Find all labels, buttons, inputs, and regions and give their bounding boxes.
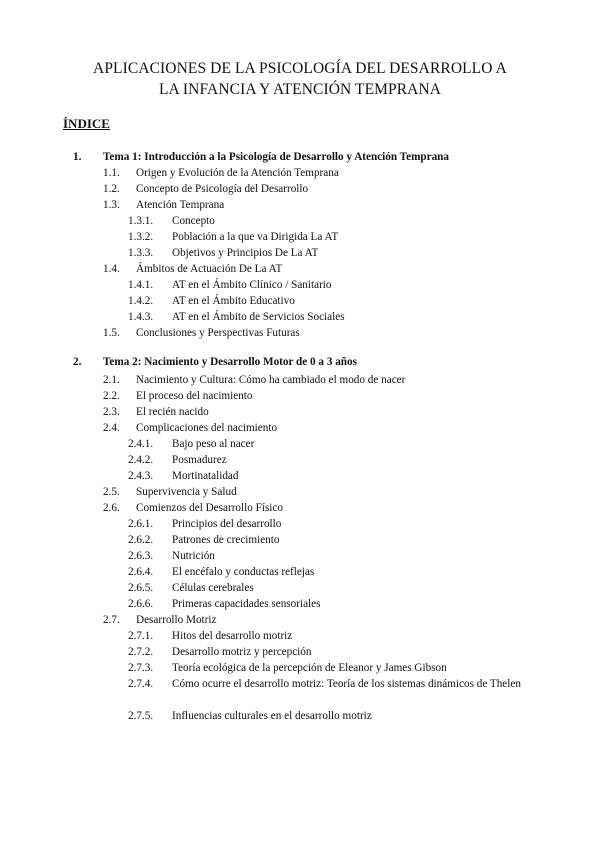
toc-entry-text: Posmadurez [172,454,227,466]
toc-entry-text: Conclusiones y Perspectivas Futuras [136,327,300,339]
document-title-line-1: APLICACIONES DE LA PSICOLOGÍA DEL DESARROLLO A [93,60,507,77]
toc-entry-text: Hitos del desarrollo motriz [172,630,293,642]
toc-entry [0,229,600,245]
toc-entry-text: Bajo peso al nacer [172,438,255,450]
toc-entry [0,354,600,370]
toc-entry [0,213,600,229]
toc-entry-text: AT en el Ámbito Clínico / Sanitario [172,279,332,291]
toc-entry-text: El recién nacido [136,406,209,418]
toc-entry-text: El encéfalo y conductas reflejas [172,566,315,578]
toc-entry [0,293,600,309]
document-title-line-2: LA INFANCIA Y ATENCIÓN TEMPRANA [158,81,442,98]
toc-entry [0,404,600,420]
toc-entry-number: 2.6. [103,502,120,514]
toc-entry-text: Concepto [172,215,215,227]
toc-entry-number: 2.5. [103,486,120,498]
toc-entry-number: 2.7.4. [128,678,154,690]
toc-entry-text: Origen y Evolución de la Atención Temprana [136,167,339,179]
toc-entry-text: Primeras capacidades sensoriales [172,598,321,610]
toc-entry-number: 1. [73,151,82,163]
toc-entry [0,388,600,404]
toc-entry [0,484,600,500]
toc-entry-number: 1.3. [103,199,120,211]
toc-entry-text: El proceso del nacimiento [136,390,253,402]
toc-entry-number: 1.5. [103,327,120,339]
document-title [60,58,540,100]
toc-entry [0,580,600,596]
toc-entry-number: 1.2. [103,183,120,195]
toc-entry-text: Tema 1: Introducción a la Psicología de Desarrollo y Atención Temprana [103,151,449,163]
toc-entry-number: 1.4. [103,263,120,275]
toc-entry [0,325,600,341]
toc-entry-text: Cómo ocurre el desarrollo motriz: Teoría de los sistemas dinámicos de Thelen [172,678,521,690]
toc-entry [0,596,600,612]
toc-entry-text: Objetivos y Principios De La AT [172,247,319,259]
toc-entry [0,660,600,676]
toc-entry-number: 1.1. [103,167,120,179]
toc-entry [0,420,600,436]
toc-entry [0,309,600,325]
toc-entry-number: 2.6.3. [128,550,154,562]
toc-entry [0,612,600,628]
toc-entry [0,436,600,452]
toc-entry-number: 2.6.6. [128,598,154,610]
toc-entry-number: 1.4.2. [128,295,154,307]
toc-entry-text: Supervivencia y Salud [136,486,237,498]
toc-entry-text: Desarrollo motriz y percepción [172,646,312,658]
toc-entry-number: 2.4.1. [128,438,154,450]
toc-entry [0,644,600,660]
toc-entry [0,452,600,468]
toc-entry [0,261,600,277]
toc-entry-number: 2.1. [103,374,120,386]
toc-entry-text: Células cerebrales [172,582,254,594]
toc-entry-text: Teoría ecológica de la percepción de Eleanor y James Gibson [172,662,447,674]
toc-entry [0,149,600,165]
toc-entry [0,676,600,708]
toc-entry-number: 2.3. [103,406,120,418]
toc-entry-number: 1.4.1. [128,279,154,291]
toc-entry [0,628,600,644]
toc-entry-number: 2.7. [103,614,120,626]
toc-entry-text: Atención Temprana [136,199,225,211]
toc-entry-text: Patrones de crecimiento [172,534,280,546]
toc-entry-text: Población a la que va Dirigida La AT [172,231,339,243]
toc-entry-text: Ámbitos de Actuación De La AT [136,263,283,275]
toc-entry-text: Principios del desarrollo [172,518,282,530]
toc-entry-text: Influencias culturales en el desarrollo motriz [172,710,372,722]
toc-entry [0,516,600,532]
toc-entry-text: AT en el Ámbito de Servicios Sociales [172,311,345,323]
toc-entry-number: 2.6.4. [128,566,154,578]
toc-entry-number: 1.3.3. [128,247,154,259]
toc-entry [0,165,600,181]
toc-entry-number: 2.6.5. [128,582,154,594]
toc-entry-text: Complicaciones del nacimiento [136,422,278,434]
toc-entry [0,197,600,213]
toc-entry-number: 1.3.2. [128,231,154,243]
toc-entry-text: Tema 2: Nacimiento y Desarrollo Motor de 0 a 3 años [103,356,357,368]
toc-entry-number: 2. [73,356,82,368]
toc-entry-number: 2.4.3. [128,470,154,482]
toc-entry-text: Concepto de Psicología del Desarrollo [136,183,309,195]
toc-entry-number: 2.2. [103,390,120,402]
toc-entry [0,548,600,564]
toc-entry-text: AT en el Ámbito Educativo [172,295,295,307]
toc-entry [0,372,600,388]
toc-entry [0,245,600,261]
toc-entry-number: 2.7.2. [128,646,154,658]
toc-entry-number: 2.4.2. [128,454,154,466]
toc-entry-text: Comienzos del Desarrollo Físico [136,502,283,514]
toc-entry-number: 2.6.1. [128,518,154,530]
toc-entry-number: 2.7.3. [128,662,154,674]
toc-entry-number: 2.4. [103,422,120,434]
toc-entry-number: 2.6.2. [128,534,154,546]
toc-entry [0,181,600,197]
toc-entry-text: Nutrición [172,550,215,562]
index-heading: ÍNDICE [63,116,110,131]
toc-entry [0,500,600,516]
toc-entry [0,277,600,293]
toc-entry-text: Mortinatalidad [172,470,239,482]
toc-entry-number: 2.7.5. [128,710,154,722]
toc-entry [0,468,600,484]
toc-entry-number: 2.7.1. [128,630,154,642]
toc-entry-text: Nacimiento y Cultura: Cómo ha cambiado el modo de nacer [136,374,406,386]
toc-entry [0,532,600,548]
toc-entry-number: 1.4.3. [128,311,154,323]
toc-entry [0,564,600,580]
toc-entry [0,708,600,724]
toc-entry-number: 1.3.1. [128,215,154,227]
toc-entry-text: Desarrollo Motriz [136,614,217,626]
